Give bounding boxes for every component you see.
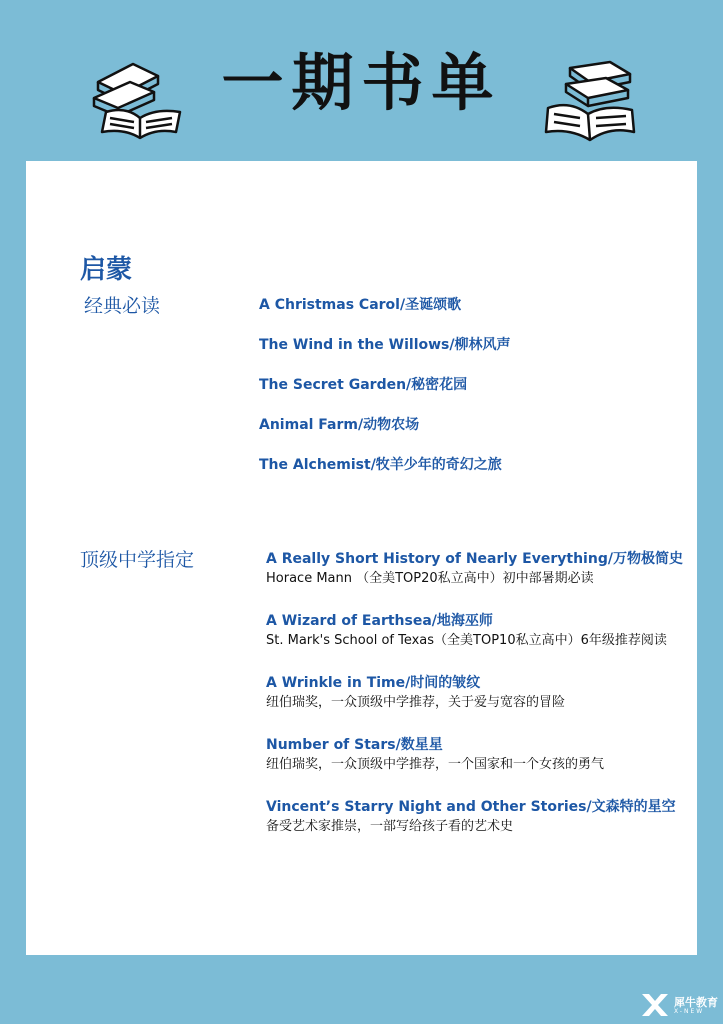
- section-classics-subtitle: 经典必读: [84, 295, 161, 317]
- list-item: [266, 797, 691, 837]
- xnew-logo-icon: [640, 992, 670, 1018]
- list-item: Animal Farm/动物农场: [259, 417, 420, 433]
- page-title: 一期书单: [221, 46, 502, 119]
- book-list-panel: [26, 161, 697, 955]
- section-enlightenment-title: 启蒙: [80, 255, 133, 285]
- header: [0, 0, 723, 160]
- book-description: 纽伯瑞奖，一众顶级中学推荐，一个国家和一个女孩的勇气: [266, 757, 605, 772]
- list-item: [266, 549, 691, 589]
- list-item: The Wind in the Willows/柳林风声: [259, 337, 511, 353]
- top-school-book-list: [266, 549, 691, 859]
- book-title: Vincent’s Starry Night and Other Stories/文森特的星空: [266, 799, 676, 815]
- list-item: [266, 611, 691, 651]
- book-description: Horace Mann （全美TOP20私立高中）初中部暑期必读: [266, 571, 594, 586]
- list-item: [266, 673, 691, 713]
- list-item: [266, 735, 691, 775]
- book-description: St. Mark's School of Texas（全美TOP10私立高中）6年级推荐阅读: [266, 633, 667, 648]
- books-stack-open-icon: [540, 56, 640, 146]
- book-title: Number of Stars/数星星: [266, 737, 443, 753]
- book-title: A Wizard of Earthsea/地海巫师: [266, 613, 493, 629]
- watermark-sub: X-NEW: [674, 1008, 705, 1015]
- book-description: 纽伯瑞奖，一众顶级中学推荐，关于爱与宽容的冒险: [266, 695, 566, 710]
- list-item: A Christmas Carol/圣诞颂歌: [259, 297, 462, 313]
- list-item: The Alchemist/牧羊少年的奇幻之旅: [259, 457, 502, 473]
- list-item: The Secret Garden/秘密花园: [259, 377, 468, 393]
- book-title: A Really Short History of Nearly Everything/万物极简史: [266, 551, 683, 567]
- watermark-logo: [640, 992, 720, 1020]
- book-title: A Wrinkle in Time/时间的皱纹: [266, 675, 481, 691]
- book-description: 备受艺术家推崇，一部写给孩子看的艺术史: [266, 819, 514, 834]
- section-top-school-subtitle: 顶级中学指定: [80, 549, 195, 571]
- watermark-brand: 犀牛教育: [674, 996, 718, 1009]
- classics-book-list: [259, 295, 511, 495]
